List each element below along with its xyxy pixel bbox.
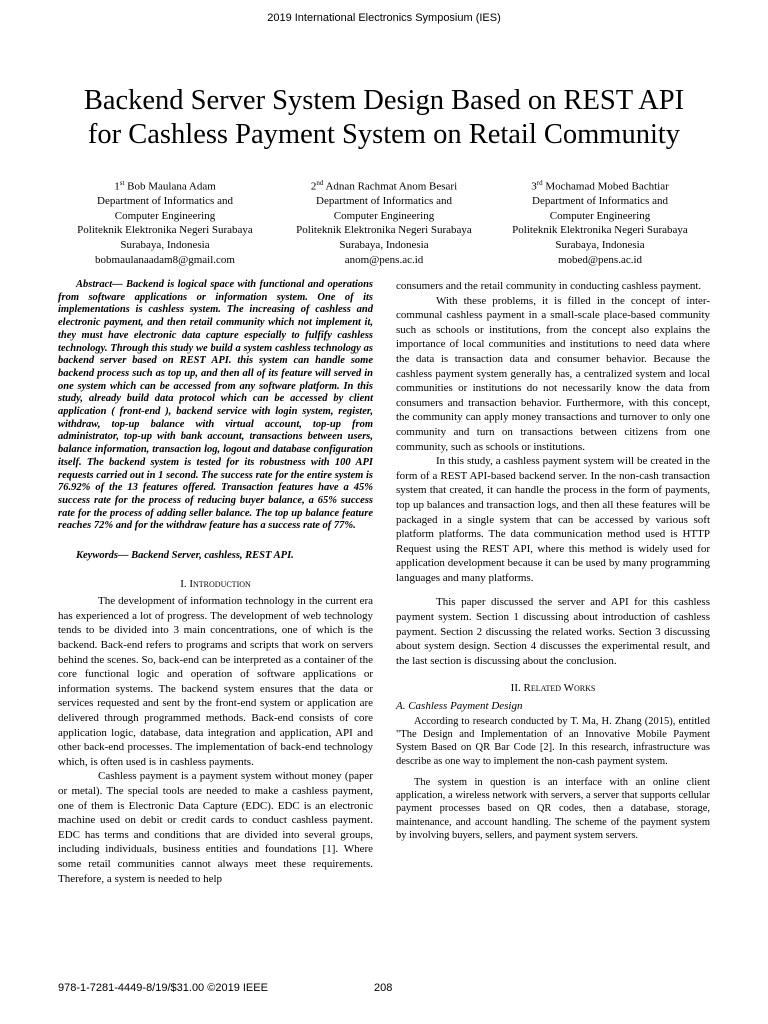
author-number: 2: [310, 180, 317, 193]
keywords: Keywords— Backend Server, cashless, REST API.: [76, 550, 294, 562]
author-department: Department of Informatics and: [532, 195, 668, 208]
related-paragraph-1: According to research conducted by T. Ma, H. Zhang (2015), entitled "The Design and Implementation of an Innovative Mobile Payment System Based on QR Bar Code [2]. In this research, infrastructure was describe as one way to implement the non-cash payment system.: [396, 715, 710, 767]
author-department-2: Computer Engineering: [549, 209, 651, 222]
intro-paragraph-4: In this study, a cashless payment system will be created in the form of a REST API-based backend server. In the non-cash transaction system that created, it can handle the process in the form of payments, top up balances and transaction logs, and then all these features will be packaged in a single system that can be accessed by various soft platform platforms. The data communication method used is HTTP Request using the REST API, where this method is widely used for application development because it can be used by many programming languages and many platforms.: [396, 455, 710, 584]
author-city: Surabaya, Indonesia: [555, 239, 645, 252]
intro-paragraph-5: This paper discussed the server and API for this cashless payment system. Section 1 discussing about introduction of cashless payment. Section 2 discussing the related works. Section 3 discussing about system design. Section 4 discusses the experimental result, and the last section is discussing about the conclusion.: [396, 596, 710, 667]
author-city: Surabaya, Indonesia: [120, 239, 210, 252]
author-department: Department of Informatics and: [316, 195, 452, 208]
intro-paragraph-1: The development of information technology in the current era has experienced a lot of progress. The development of web technology tends to be divided into 3 main concentrations, one of which is the backend. Back-end refers to programs and scripts that work on servers behind the scenes. So, back-end can be interpreted as a container of the core functional logic and operation of software applications or information systems. The backend system ensures that the data or services requested and sent by the front-end system or application are delivered through programmed methods. Back-end consists of core application logic, database, data integration and application, API and other back-end processes. The implementation of back-end technology which, is often used is in cashless payments.: [58, 595, 373, 768]
section-heading-introduction: I. Introduction: [180, 577, 251, 590]
author-number: 3: [531, 180, 537, 193]
related-paragraph-2: The system in question is an interface with an online client application, a wireless network with servers, a server that supports cellular payment processes based on QR codes, then a database, storage, maintenance, and account handling. The scheme of the payment system by involving buyers, sellers, and payment system servers.: [396, 776, 710, 841]
author-block-1: [45, 176, 285, 267]
author-email[interactable]: anom@pens.ac.id: [344, 253, 424, 266]
author-number: 1: [114, 180, 120, 193]
author-department: Department of Informatics and: [97, 195, 233, 208]
author-ordinal: nd: [316, 179, 324, 187]
author-name: Bob Maulana Adam: [124, 180, 216, 193]
title-line-2: for Cashless Payment System on Retail Community: [87, 119, 681, 150]
right-column: [396, 279, 710, 842]
copyright-footer: 978-1-7281-4449-8/19/$31.00 ©2019 IEEE: [58, 982, 268, 994]
author-email[interactable]: bobmaulanaadam8@gmail.com: [95, 253, 235, 266]
conference-header: 2019 International Electronics Symposium (IES): [267, 12, 501, 24]
author-department-2: Computer Engineering: [333, 209, 435, 222]
author-institution: Politeknik Elektronika Negeri Surabaya: [77, 224, 253, 237]
intro-paragraph-2-continued: consumers and the retail community in conducting cashless payment.: [396, 280, 702, 292]
author-ordinal: st: [119, 179, 125, 187]
author-institution: Politeknik Elektronika Negeri Surabaya: [296, 224, 472, 237]
author-ordinal: rd: [536, 179, 543, 187]
author-department-2: Computer Engineering: [114, 209, 216, 222]
left-column: [58, 279, 373, 886]
page-number: 208: [374, 982, 393, 994]
author-email[interactable]: mobed@pens.ac.id: [557, 253, 643, 266]
author-city: Surabaya, Indonesia: [339, 239, 429, 252]
title-line-1: Backend Server System Design Based on REST API: [83, 85, 685, 116]
author-name: Adnan Rachmat Anom Besari: [323, 180, 458, 193]
author-name: Mochamad Mobed Bachtiar: [542, 180, 669, 193]
intro-paragraph-2: Cashless payment is a payment system without money (paper or metal). The special tools are needed to make a cashless payment, one of them is Electronic Data Capture (EDC). EDC is an electronic machine used on debit or credit cards to conduct cashless payment. EDC has terms and conditions that are divided into several groups, including individuals, business entities and foundations [1]. Where some retail communities cannot always meet these requirements. Therefore, a system is needed to help: [58, 770, 373, 885]
paper-title: [20, 84, 748, 152]
subsection-heading-cashless-payment-design: A. Cashless Payment Design: [396, 700, 523, 713]
author-institution: Politeknik Elektronika Negeri Surabaya: [512, 224, 688, 237]
intro-paragraph-3: With these problems, it is filled in the concept of inter-communal cashless payment in a small-scale place-based community such as schools or institutions, from the concept also explains the importance of local communities and institutions to need data where the data is transaction data and consumer behavior. Because the cashless payment system generally has, a centralized system and local communities or institutions do not necessarily know the data from consumers and transaction behavior. Furthermore, with this concept, the community can apply money transactions and turnover to only one community and turn on transactions between citizens from one community, such as schools or institutions.: [396, 294, 710, 453]
author-block-3: [480, 176, 720, 267]
author-block-2: [264, 176, 504, 267]
abstract: Abstract— Backend is logical space with functional and operations from software applications or information system. One of its implementations is cashless system. The increasing of cashless and electronic payment, and then retail community which not implement it, they must have electronic data capture especially to fulfify cashless technology. Through this study we build a system cashless technology as backend server based on REST API. this system can handle some backend process such as top up, and then all of its feature will served in one system which can be accessed from any software platform. In this study, already build data protocol which can be accessed by client application ( front-end ), backend service with login system, register, withdraw, top-up balance with virtual account, top-up from administrator, top-up with bank account, transactions between users, balance information, transaction log, logout and database configuration itself. The backend system is tested for its robustness with 100 API requests carried out in 1 second. The success rate for the entire system is 76.92% of the 13 features offered. Transaction features have a 45% success rate for the process of reducing buyer balance, a 65% success rate for the process of adding seller balance. The top up balance feature reaches 72% and for the withdraw feature has a success rate of 77%.: [58, 279, 373, 532]
section-heading-related-works: II. Related Works: [510, 682, 596, 695]
